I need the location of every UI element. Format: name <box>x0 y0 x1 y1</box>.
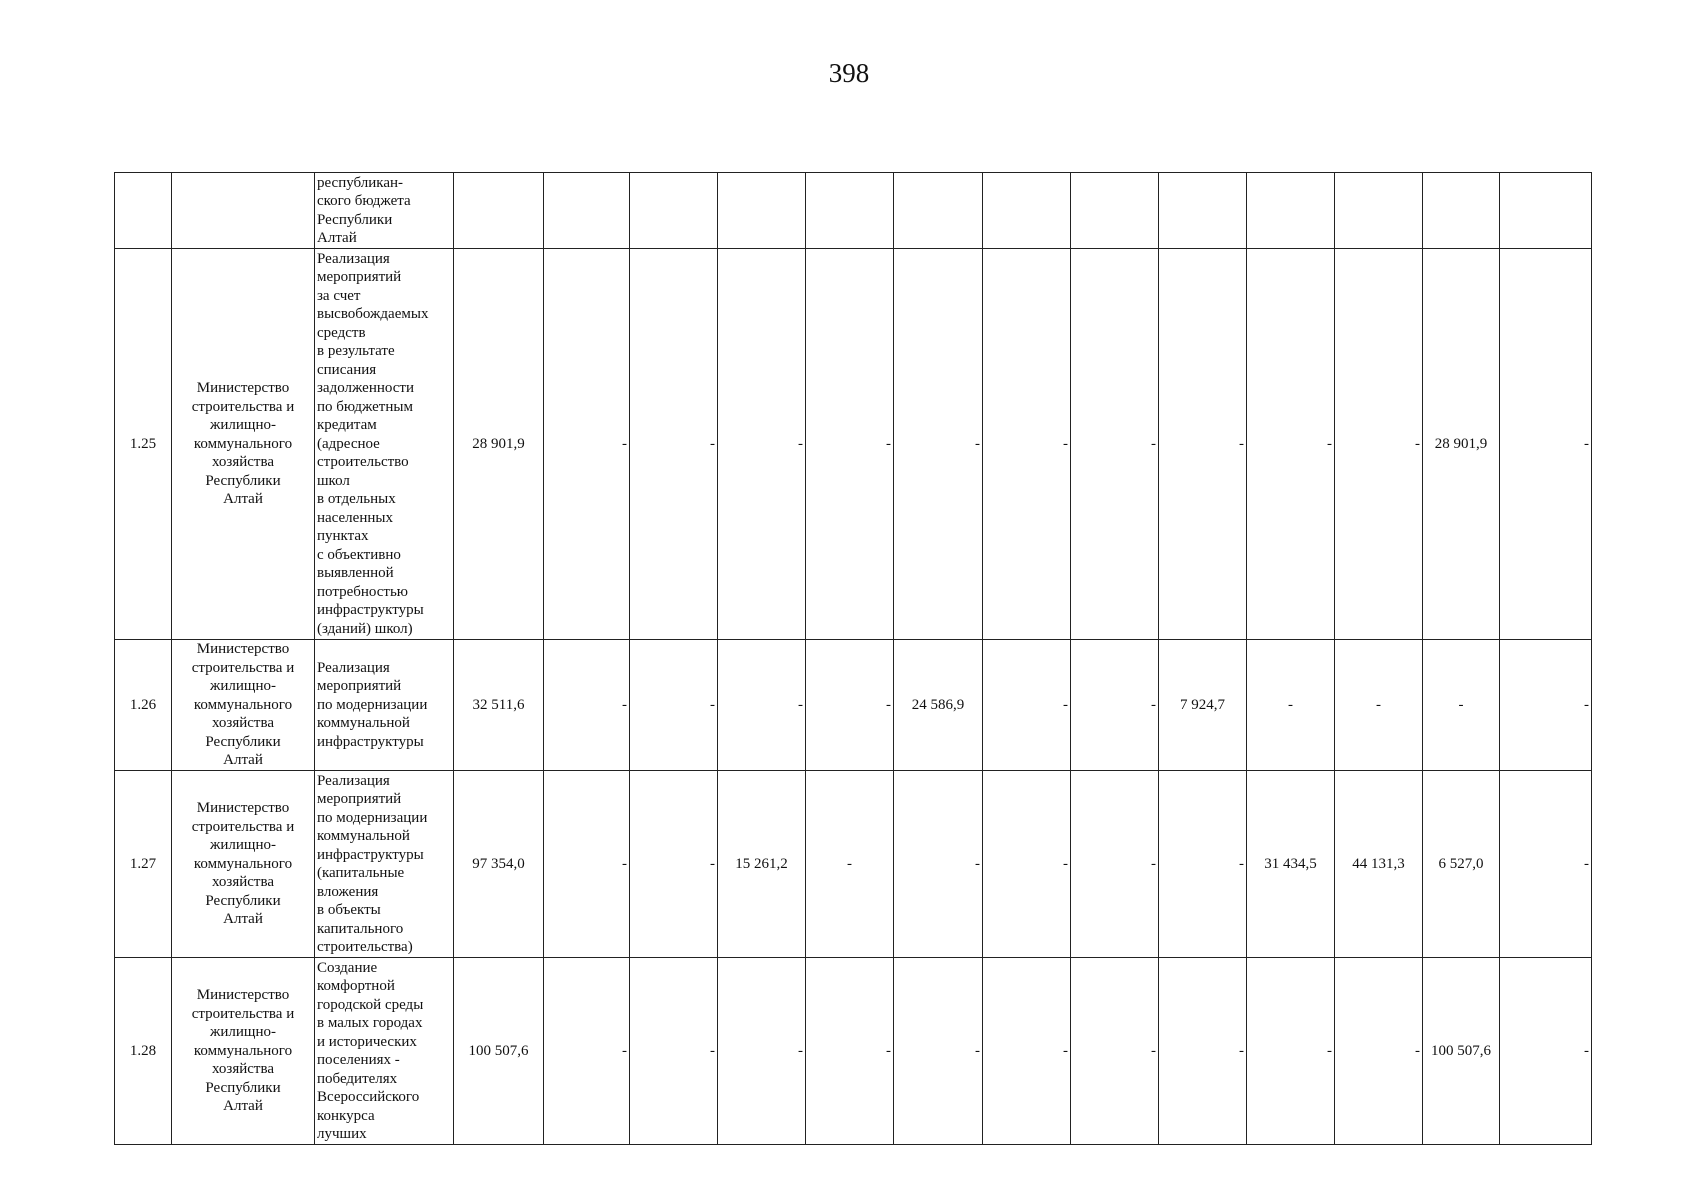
amount-cell: - <box>806 958 894 1145</box>
amount-cell: - <box>544 958 630 1145</box>
amount-cell: - <box>1247 249 1335 640</box>
amount-cell: - <box>1071 958 1159 1145</box>
amount-cell: - <box>630 771 718 958</box>
amount-cell <box>1159 173 1247 249</box>
responsible-org-cell: Министерство строительства и жилищно- коммунального хозяйства Республики Алтай <box>172 771 315 958</box>
amount-cell: - <box>983 771 1071 958</box>
amount-cell: - <box>1335 640 1423 771</box>
amount-cell: - <box>544 640 630 771</box>
amount-cell: - <box>806 640 894 771</box>
amount-cell <box>1247 173 1335 249</box>
amount-cell: 32 511,6 <box>454 640 544 771</box>
amount-cell: - <box>718 249 806 640</box>
amount-cell: - <box>1247 958 1335 1145</box>
amount-cell: 44 131,3 <box>1335 771 1423 958</box>
amount-cell: - <box>983 249 1071 640</box>
amount-cell: 100 507,6 <box>454 958 544 1145</box>
amount-cell: - <box>1247 640 1335 771</box>
amount-cell: - <box>544 771 630 958</box>
amount-cell: - <box>1335 249 1423 640</box>
amount-cell: 97 354,0 <box>454 771 544 958</box>
amount-cell: - <box>630 640 718 771</box>
amount-cell <box>806 173 894 249</box>
amount-cell: - <box>1500 640 1592 771</box>
amount-cell: - <box>1500 958 1592 1145</box>
amount-cell: - <box>1159 958 1247 1145</box>
amount-cell <box>1423 173 1500 249</box>
amount-cell: 24 586,9 <box>894 640 983 771</box>
measure-description-cell: республикан- ского бюджета Республики Алтай <box>315 173 454 249</box>
table-row <box>115 173 1592 249</box>
amount-cell: 28 901,9 <box>1423 249 1500 640</box>
amount-cell <box>454 173 544 249</box>
amount-cell: - <box>718 958 806 1145</box>
amount-cell <box>1500 173 1592 249</box>
amount-cell: 6 527,0 <box>1423 771 1500 958</box>
amount-cell: - <box>1071 249 1159 640</box>
amount-cell <box>894 173 983 249</box>
amount-cell: - <box>806 771 894 958</box>
measure-description-cell: Реализация мероприятий за счет высвобождаемых средств в результате списания задолженности по бюджетным кредитам (адресное строительство школ в отдельных населенных пунктах с объективно выявленной потребностью инфраструктуры (зданий) школ) <box>315 249 454 640</box>
amount-cell: - <box>544 249 630 640</box>
table-row <box>115 771 1592 958</box>
page-number: 398 <box>828 58 870 88</box>
amount-cell: - <box>1500 249 1592 640</box>
amount-cell: 100 507,6 <box>1423 958 1500 1145</box>
budget-table <box>114 172 1592 1145</box>
amount-cell: 7 924,7 <box>1159 640 1247 771</box>
amount-cell: - <box>1159 771 1247 958</box>
amount-cell: - <box>1159 249 1247 640</box>
responsible-org-cell <box>172 173 315 249</box>
responsible-org-cell: Министерство строительства и жилищно- коммунального хозяйства Республики Алтай <box>172 958 315 1145</box>
amount-cell <box>544 173 630 249</box>
amount-cell: - <box>983 640 1071 771</box>
amount-cell: - <box>894 958 983 1145</box>
table-row <box>115 640 1592 771</box>
row-number-cell: 1.27 <box>115 771 172 958</box>
amount-cell: - <box>1335 958 1423 1145</box>
amount-cell: 28 901,9 <box>454 249 544 640</box>
responsible-org-cell: Министерство строительства и жилищно- коммунального хозяйства Республики Алтай <box>172 249 315 640</box>
amount-cell: 31 434,5 <box>1247 771 1335 958</box>
amount-cell <box>1335 173 1423 249</box>
row-number-cell <box>115 173 172 249</box>
row-number-cell: 1.28 <box>115 958 172 1145</box>
row-number-cell: 1.26 <box>115 640 172 771</box>
measure-description-cell: Реализация мероприятий по модернизации коммунальной инфраструктуры (капитальные вложения в объекты капитального строительства) <box>315 771 454 958</box>
row-number-cell: 1.25 <box>115 249 172 640</box>
amount-cell: - <box>1500 771 1592 958</box>
amount-cell: - <box>1071 771 1159 958</box>
amount-cell: - <box>806 249 894 640</box>
table-row <box>115 958 1592 1145</box>
responsible-org-cell: Министерство строительства и жилищно- коммунального хозяйства Республики Алтай <box>172 640 315 771</box>
amount-cell: 15 261,2 <box>718 771 806 958</box>
amount-cell: - <box>894 249 983 640</box>
amount-cell: - <box>1071 640 1159 771</box>
amount-cell <box>1071 173 1159 249</box>
amount-cell: - <box>718 640 806 771</box>
measure-description-cell: Создание комфортной городской среды в малых городах и исторических поселениях - победителях Всероссийского конкурса лучших <box>315 958 454 1145</box>
amount-cell: - <box>630 249 718 640</box>
amount-cell: - <box>894 771 983 958</box>
amount-cell: - <box>630 958 718 1145</box>
amount-cell: - <box>983 958 1071 1145</box>
measure-description-cell: Реализация мероприятий по модернизации коммунальной инфраструктуры <box>315 640 454 771</box>
table-row <box>115 249 1592 640</box>
amount-cell: - <box>1423 640 1500 771</box>
amount-cell <box>983 173 1071 249</box>
amount-cell <box>630 173 718 249</box>
amount-cell <box>718 173 806 249</box>
